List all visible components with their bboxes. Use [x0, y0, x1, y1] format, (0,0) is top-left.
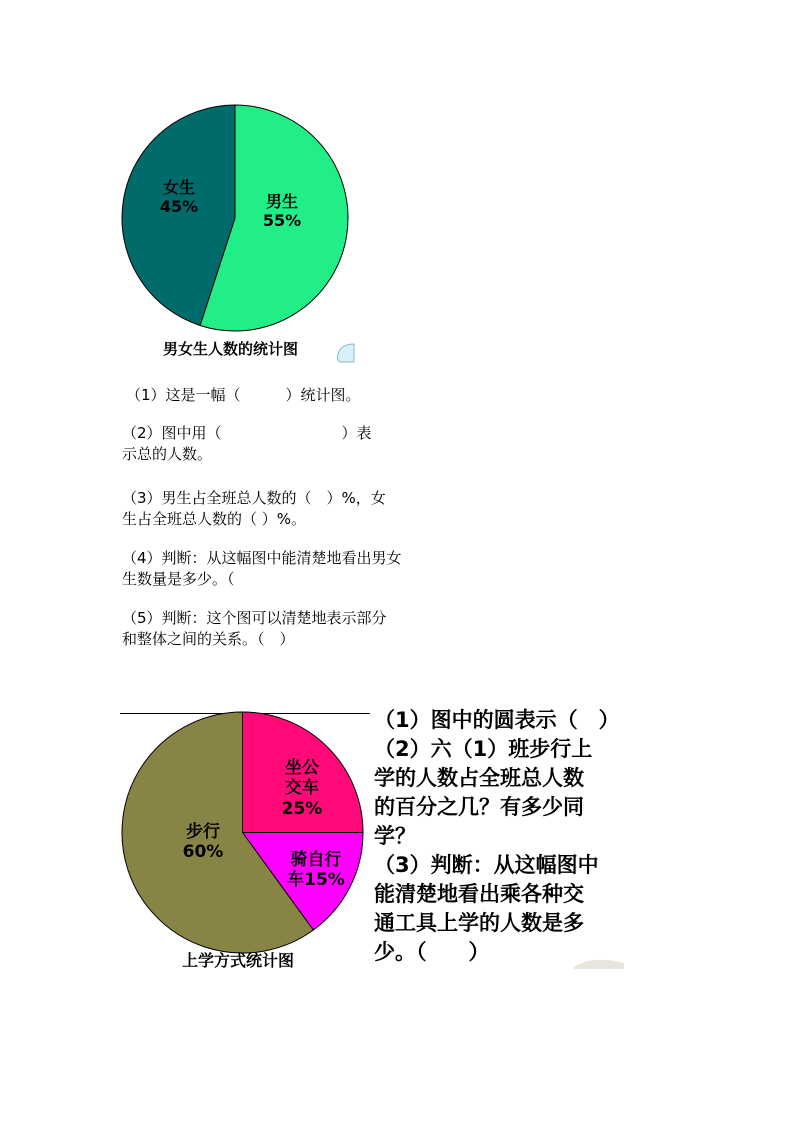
- slice-label-boys: [251, 192, 313, 230]
- q1-line-6: （4）判断：从这幅图中能清楚地看出男女: [122, 549, 402, 567]
- chart-title-gender: 男女生人数的统计图: [163, 340, 299, 358]
- q2-line-5: 学？: [374, 824, 416, 848]
- q2-line-8: 通工具上学的人数是多: [374, 911, 584, 935]
- q2-line-2: （2）六（1）班步行上: [374, 737, 593, 761]
- slice-label-walk-line1: 步行: [186, 822, 220, 842]
- q2-line-4: 的百分之几？有多少同: [374, 795, 584, 819]
- slice-label-bus: [270, 758, 334, 819]
- commute-pie-chart: [120, 710, 365, 955]
- slice-label-girls-name: 女生: [162, 178, 195, 197]
- q1-line-9: 和整体之间的关系。（ ）: [122, 630, 295, 648]
- q1-line-1: （1）这是一幅（ ）统计图。: [126, 386, 361, 404]
- slice-label-walk: [172, 822, 234, 863]
- slice-label-bus-value: 25%: [281, 798, 323, 819]
- q1-line-5: 生占全班总人数的（ ）%。: [122, 510, 307, 528]
- q2-line-1: （1）图中的圆表示（ ）: [374, 708, 620, 732]
- slice-label-bus-line1: 坐公: [285, 758, 319, 778]
- q2-line-9: 少。（ ）: [374, 940, 490, 964]
- decorative-cloud-icon: [336, 342, 356, 364]
- slice-label-boys-value: 55%: [262, 211, 302, 231]
- slice-label-bike-line1: 骑自行: [290, 850, 342, 870]
- decorative-smudge-icon: [572, 955, 626, 969]
- chart-title-commute: 上学方式统计图: [182, 951, 295, 970]
- q2-line-7: 能清楚地看出乘各种交: [374, 882, 584, 906]
- q1-line-2: （2）图中用（ ）表: [122, 424, 372, 442]
- q1-line-7: 生数量是多少。（: [122, 570, 235, 588]
- q1-line-4: （3）男生占全班总人数的（ ）%，女: [122, 489, 386, 507]
- gender-pie-chart: [120, 103, 350, 333]
- slice-label-girls: [148, 178, 210, 216]
- q1-line-3: 示总的人数。: [122, 445, 213, 463]
- slice-label-bike: [280, 850, 352, 891]
- slice-label-bike-line2: 车15%: [287, 870, 345, 891]
- slice-label-walk-line2: 60%: [182, 842, 224, 863]
- q2-line-3: 学的人数占全班总人数: [374, 766, 584, 790]
- slice-label-girls-value: 45%: [159, 197, 199, 217]
- q2-line-6: （3）判断：从这幅图中: [374, 853, 599, 877]
- q1-line-8: （5）判断：这个图可以清楚地表示部分: [122, 609, 387, 627]
- slice-label-boys-name: 男生: [265, 192, 298, 211]
- slice-label-bus-line2: 交车: [285, 778, 319, 799]
- question-list-2: [374, 706, 634, 967]
